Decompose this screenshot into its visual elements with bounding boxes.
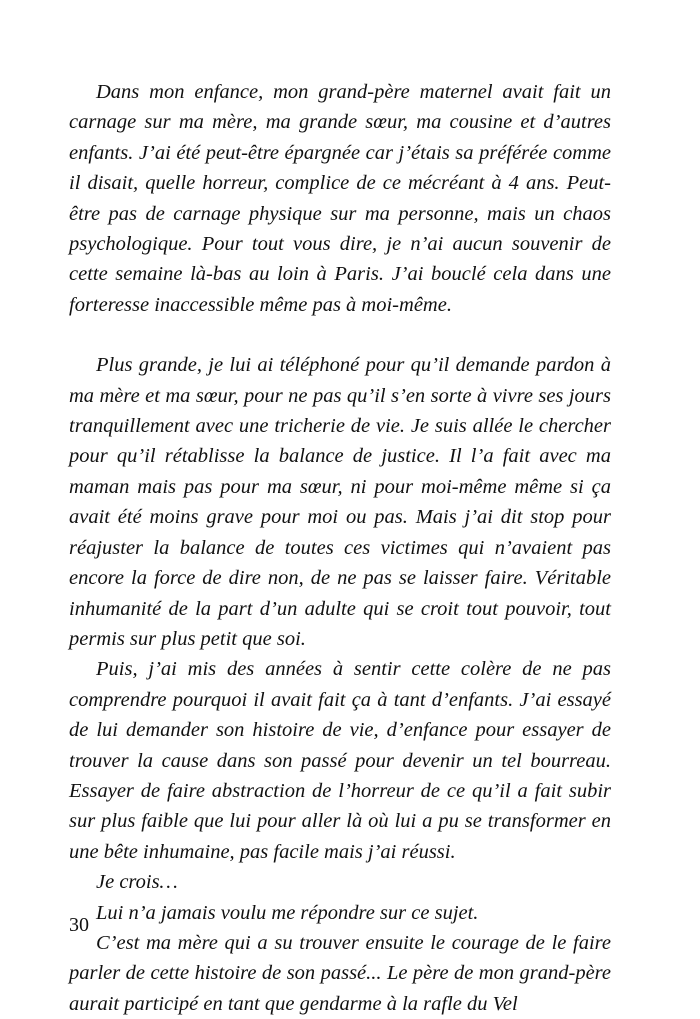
paragraph-4: Je crois… <box>96 871 178 894</box>
paragraph-spacer <box>69 320 611 350</box>
paragraph-5: Lui n’a jamais voulu me répondre sur ce sujet. <box>96 901 479 924</box>
page-number: 30 <box>69 914 89 936</box>
paragraph-6: C’est ma mère qui a su trouver ensuite le courage de le faire parler de cette histoire de son passé... Le père de mon grand-père aurait participé en tant que gendarme à la rafle du Vel <box>69 931 611 1015</box>
body-text <box>69 77 611 1019</box>
paragraph-2: Plus grande, je lui ai téléphoné pour qu’il demande pardon à ma mère et ma sœur, pour ne pas qu’il s’en sorte à vivre ses jours tranquillement avec une tricherie de vie. Je suis allée le chercher pour qu’il rétablisse la balance de justice. Il l’a fait avec ma maman mais pas pour ma sœur, ni pour moi-même même si ça avait été moins grave pour moi ou pas. Mais j’ai dit stop pour réajuster la balance de toutes ces victimes qui n’avaient pas encore la force de dire non, de ne pas se laisser faire. Véritable inhumanité de la part d’un adulte qui se croit tout pouvoir, tout permis sur plus petit que soi. <box>69 354 611 650</box>
paragraph-1: Dans mon enfance, mon grand-père maternel avait fait un carnage sur ma mère, ma grande sœur, ma cousine et d’autres enfants. J’ai été peut-être épargnée car j’étais sa préférée comme il disait, quelle horreur, complice de ce mécréant à 4 ans. Peut-être pas de carnage physique sur ma personne, mais un chaos psychologique. Pour tout vous dire, je n’ai aucun souvenir de cette semaine là-bas au loin à Paris. J’ai bouclé cela dans une forteresse inaccessible même pas à moi-même. <box>69 81 611 316</box>
paragraph-3: Puis, j’ai mis des années à sentir cette colère de ne pas comprendre pourquoi il avait fait ça à tant d’enfants. J’ai essayé de lui demander son histoire de vie, d’enfance pour essayer de trouver la cause dans son passé pour devenir un tel bourreau. Essayer de faire abstraction de l’horreur de ce qu’il a fait subir sur plus faible que lui pour aller là où lui a pu se transformer en une bête inhumaine, pas facile mais j’ai réussi. <box>69 658 611 863</box>
